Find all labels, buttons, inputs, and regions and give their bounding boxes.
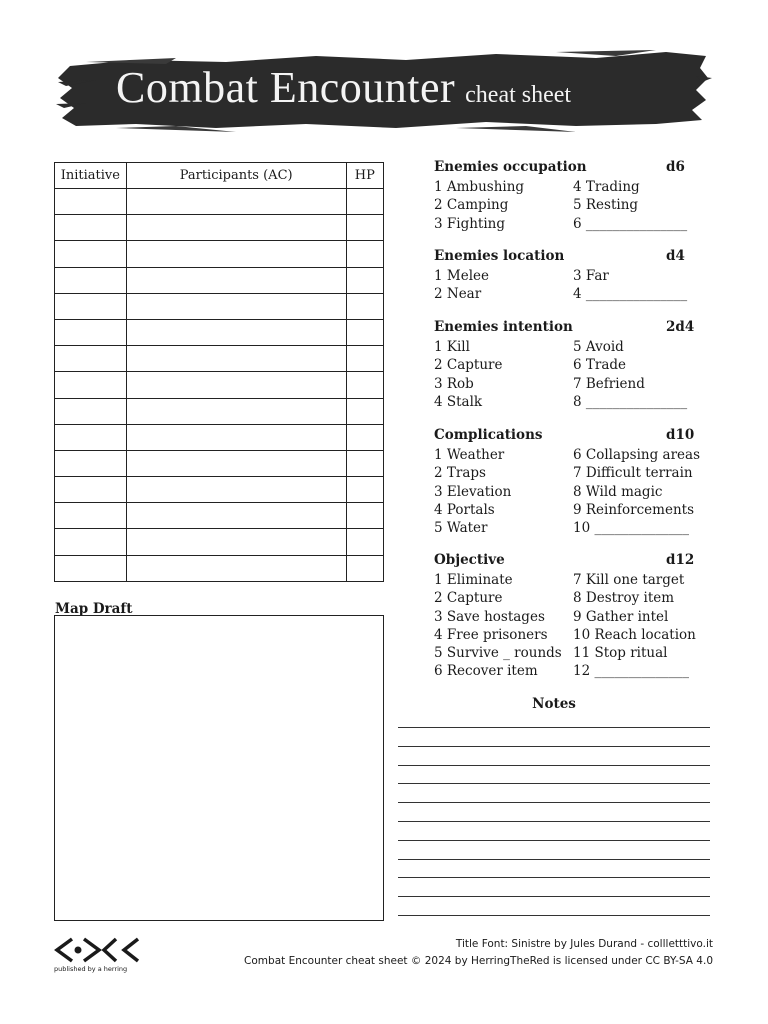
roll-table-entries <box>434 446 724 537</box>
table-row <box>55 477 384 503</box>
table-row <box>55 372 384 398</box>
roll-table <box>434 319 724 411</box>
note-line[interactable] <box>398 896 710 897</box>
note-line[interactable] <box>398 802 710 803</box>
hp-cell[interactable] <box>346 293 383 319</box>
note-line[interactable] <box>398 877 710 878</box>
roll-table-entry: 3 Save hostages <box>434 608 545 625</box>
roll-table-die: 2d4 <box>666 319 695 335</box>
roll-table-entry: 7 Befriend <box>573 375 645 392</box>
roll-table-entry: 5 Avoid <box>573 339 624 355</box>
roll-table-entry: 8 _______________ <box>573 393 688 410</box>
hp-cell[interactable] <box>346 241 383 267</box>
participant-cell[interactable] <box>126 398 346 424</box>
roll-table-die: d4 <box>666 248 685 264</box>
initiative-cell[interactable] <box>55 477 127 503</box>
table-row <box>55 450 384 476</box>
roll-table-header <box>434 159 724 178</box>
title-subtitle: cheat sheet <box>465 82 572 108</box>
roll-table-title: Objective <box>434 552 505 568</box>
publisher-tagline: published by a herring <box>54 965 128 973</box>
roll-table-entry: 6 _______________ <box>573 215 688 232</box>
font-credit: Title Font: Sinistre by Jules Durand - collletttivo.it <box>455 938 713 950</box>
roll-table-entry: 2 Near <box>434 286 482 303</box>
title-main: Combat Encounter <box>116 63 456 112</box>
roll-table-header <box>434 552 724 571</box>
note-line[interactable] <box>398 765 710 766</box>
credits <box>244 936 713 970</box>
roll-table <box>434 248 724 304</box>
initiative-table <box>54 162 384 582</box>
roll-table-entry: 10 Reach location <box>573 626 696 643</box>
roll-table-entry: 3 Rob <box>434 375 474 392</box>
roll-table-entry: 5 Resting <box>573 197 639 214</box>
initiative-cell[interactable] <box>55 293 127 319</box>
note-line[interactable] <box>398 821 710 822</box>
participant-cell[interactable] <box>126 293 346 319</box>
participant-cell[interactable] <box>126 450 346 476</box>
roll-table-entry: 8 Wild magic <box>573 483 663 500</box>
initiative-cell[interactable] <box>55 529 127 555</box>
roll-table-entries <box>434 267 724 304</box>
roll-table-entry: 1 Kill <box>434 339 470 355</box>
roll-table-entry: 4 Portals <box>434 501 495 518</box>
hp-cell[interactable] <box>346 529 383 555</box>
hp-cell[interactable] <box>346 346 383 372</box>
note-line[interactable] <box>398 859 710 860</box>
note-line[interactable] <box>398 915 710 916</box>
table-row <box>55 398 384 424</box>
hp-cell[interactable] <box>346 215 383 241</box>
note-line[interactable] <box>398 727 710 728</box>
hp-cell[interactable] <box>346 189 383 215</box>
roll-table-title: Enemies intention <box>434 319 573 335</box>
participant-cell[interactable] <box>126 346 346 372</box>
roll-table-die: d12 <box>666 552 695 568</box>
participant-cell[interactable] <box>126 215 346 241</box>
participant-cell[interactable] <box>126 424 346 450</box>
participant-cell[interactable] <box>126 319 346 345</box>
roll-table-entry: 4 _______________ <box>573 286 688 303</box>
header-hp: HP <box>346 163 383 189</box>
roll-table-entry: 8 Destroy item <box>573 590 675 607</box>
roll-table-entries <box>434 178 724 233</box>
table-row <box>55 241 384 267</box>
roll-table <box>434 552 724 681</box>
hp-cell[interactable] <box>346 503 383 529</box>
roll-table-entry: 12 ______________ <box>573 663 689 680</box>
initiative-cell[interactable] <box>55 215 127 241</box>
page-title <box>116 62 571 114</box>
table-row <box>55 346 384 372</box>
roll-table-entry: 2 Capture <box>434 590 503 607</box>
participant-cell[interactable] <box>126 189 346 215</box>
roll-table-entry: 5 Survive _ rounds <box>434 645 562 662</box>
roll-table-entry: 1 Ambushing <box>434 179 525 195</box>
initiative-cell[interactable] <box>55 319 127 345</box>
roll-table <box>434 159 724 233</box>
roll-table-entry: 7 Kill one target <box>573 572 685 588</box>
map-draft-label: Map Draft <box>55 601 133 617</box>
participant-cell[interactable] <box>126 529 346 555</box>
table-row <box>55 293 384 319</box>
roll-table-entry: 4 Stalk <box>434 393 483 410</box>
map-draft-area[interactable] <box>54 615 384 921</box>
note-line[interactable] <box>398 840 710 841</box>
license-text: Combat Encounter cheat sheet © 2024 by HerringTheRed is licensed under CC BY-SA 4.0 <box>244 955 713 967</box>
table-row <box>55 424 384 450</box>
herring-logo-icon <box>54 936 140 964</box>
participant-cell[interactable] <box>126 503 346 529</box>
table-row <box>55 555 384 581</box>
roll-table-entry: 10 ______________ <box>573 520 689 537</box>
hp-cell[interactable] <box>346 319 383 345</box>
initiative-cell[interactable] <box>55 398 127 424</box>
note-line[interactable] <box>398 783 710 784</box>
note-line[interactable] <box>398 746 710 747</box>
roll-table-entry: 6 Trade <box>573 357 627 374</box>
initiative-cell[interactable] <box>55 267 127 293</box>
roll-table-entry: 6 Collapsing areas <box>573 447 701 463</box>
roll-table-entry: 9 Reinforcements <box>573 501 695 518</box>
participant-cell[interactable] <box>126 555 346 581</box>
roll-table-entry: 9 Gather intel <box>573 608 669 625</box>
roll-table-die: d10 <box>666 427 695 443</box>
table-row <box>55 215 384 241</box>
roll-table-entry: 11 Stop ritual <box>573 645 668 662</box>
initiative-cell[interactable] <box>55 346 127 372</box>
roll-table-title: Enemies location <box>434 248 565 264</box>
notes-title: Notes <box>532 696 576 712</box>
header-participants: Participants (AC) <box>126 163 346 189</box>
initiative-cell[interactable] <box>55 241 127 267</box>
roll-table-entry: 7 Difficult terrain <box>573 465 693 482</box>
roll-table-entry: 4 Trading <box>573 179 640 195</box>
header-initiative: Initiative <box>55 163 127 189</box>
participant-cell[interactable] <box>126 267 346 293</box>
table-row <box>55 319 384 345</box>
table-row <box>55 267 384 293</box>
hp-cell[interactable] <box>346 372 383 398</box>
hp-cell[interactable] <box>346 477 383 503</box>
hp-cell[interactable] <box>346 424 383 450</box>
roll-table-entries <box>434 571 724 681</box>
roll-table-title: Complications <box>434 427 543 443</box>
participant-cell[interactable] <box>126 372 346 398</box>
table-row <box>55 503 384 529</box>
roll-table-entry: 6 Recover item <box>434 663 538 680</box>
table-row <box>55 529 384 555</box>
roll-table-entry: 1 Weather <box>434 447 505 463</box>
table-header-row <box>55 163 384 189</box>
initiative-cell[interactable] <box>55 189 127 215</box>
roll-table-entry: 1 Eliminate <box>434 572 513 588</box>
hp-cell[interactable] <box>346 450 383 476</box>
initiative-cell[interactable] <box>55 450 127 476</box>
roll-table-entry: 4 Free prisoners <box>434 626 548 643</box>
participant-cell[interactable] <box>126 241 346 267</box>
hp-cell[interactable] <box>346 267 383 293</box>
table-row <box>55 189 384 215</box>
roll-table-entry: 2 Capture <box>434 357 503 374</box>
roll-table-entries <box>434 338 724 411</box>
roll-table-entry: 3 Far <box>573 268 609 284</box>
initiative-cell[interactable] <box>55 503 127 529</box>
participant-cell[interactable] <box>126 477 346 503</box>
hp-cell[interactable] <box>346 555 383 581</box>
roll-table-entry: 2 Traps <box>434 465 486 482</box>
roll-table <box>434 427 724 537</box>
roll-table-entry: 3 Elevation <box>434 483 512 500</box>
initiative-cell[interactable] <box>55 555 127 581</box>
hp-cell[interactable] <box>346 398 383 424</box>
roll-table-entry: 3 Fighting <box>434 215 505 232</box>
roll-table-entry: 2 Camping <box>434 197 509 214</box>
roll-table-header <box>434 427 724 446</box>
roll-table-die: d6 <box>666 159 685 175</box>
roll-table-header <box>434 248 724 267</box>
roll-table-entry: 1 Melee <box>434 268 489 284</box>
initiative-cell[interactable] <box>55 372 127 398</box>
roll-table-title: Enemies occupation <box>434 159 587 175</box>
roll-table-entry: 5 Water <box>434 520 488 537</box>
initiative-cell[interactable] <box>55 424 127 450</box>
roll-table-header <box>434 319 724 338</box>
